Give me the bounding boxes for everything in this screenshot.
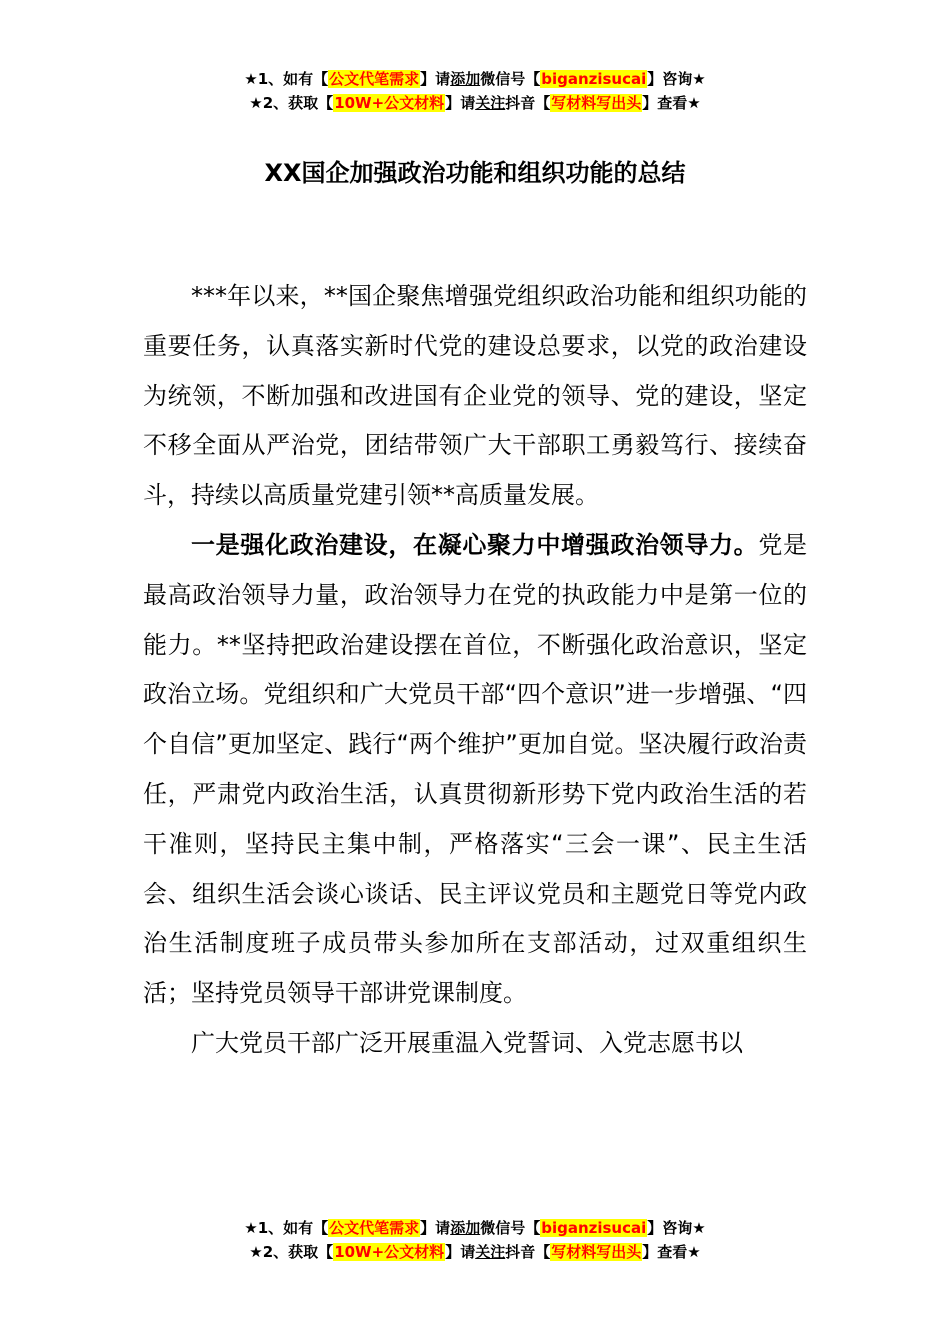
banner-highlight: 写材料写出头 (551, 1243, 642, 1261)
banner-highlight: biganzisucai (541, 70, 647, 88)
banner-highlight: 写材料写出头 (551, 94, 642, 112)
paragraph-intro: ***年以来，**国企聚焦增强党组织政治功能和组织功能的重要任务，认真落实新时代党的建设总要求，以党的政治建设为统领，不断加强和改进国有企业党的领导、党的建设，坚定不移全面从严治党，团结带领广大干部职工勇毅笃行、接续奋斗，持续以高质量党建引领**高质量发展。 (143, 282, 807, 510)
banner-line-1 (0, 1216, 950, 1240)
paragraph-continued: 广大党员干部广泛开展重温入党誓词、入党志愿书以 (191, 1028, 743, 1057)
banner-line-2 (0, 91, 950, 115)
banner-text: ★1、如有【 (244, 1219, 329, 1237)
banner-highlight: 10W+公文材料 (334, 1243, 445, 1261)
banner-underline: 关注 (475, 1243, 506, 1261)
banner-text: 】请 (445, 1243, 476, 1261)
banner-text: 】请 (420, 1219, 451, 1237)
paragraph-political-building (143, 521, 807, 1019)
banner-highlight: 公文代笔需求 (329, 1219, 420, 1237)
header-banner (0, 67, 950, 115)
footer-banner (0, 1216, 950, 1264)
banner-text: 】查看★ (642, 1243, 701, 1261)
banner-line-2 (0, 1240, 950, 1264)
banner-underline: 添加 (450, 70, 481, 88)
banner-highlight: 10W+公文材料 (334, 94, 445, 112)
banner-underline: 关注 (475, 94, 506, 112)
banner-text: 】请 (445, 94, 476, 112)
banner-text: ★1、如有【 (244, 70, 329, 88)
banner-text: 】请 (420, 70, 451, 88)
document-body (143, 272, 807, 1069)
banner-text: ★2、获取【 (249, 1243, 334, 1261)
banner-text: 抖音【 (505, 1243, 551, 1261)
banner-text: 】咨询★ (647, 70, 706, 88)
document-title: XX国企加强政治功能和组织功能的总结 (264, 159, 686, 187)
banner-text: 微信号【 (480, 70, 541, 88)
section-body: 党是最高政治领导力量，政治领导力在党的执政能力中是第一位的能力。**坚持把政治建设摆在首位，不断强化政治意识，坚定政治立场。党组织和广大党员干部“四个意识”进一步增强、“四个自信”更加坚定、践行“两个维护”更加自觉。坚决履行政治责任，严肃党内政治生活，认真贯彻新形势下党内政治生活的若干准则，坚持民主集中制，严格落实“三会一课”、民主生活会、组织生活会谈心谈话、民主评议党员和主题党日等党内政治生活制度班子成员带头参加所在支部活动，过双重组织生活；坚持党员领导干部讲党课制度。 (143, 530, 808, 1008)
banner-highlight: 公文代笔需求 (329, 70, 420, 88)
banner-line-1 (0, 67, 950, 91)
banner-text: 抖音【 (505, 94, 551, 112)
banner-highlight: biganzisucai (541, 1219, 647, 1237)
banner-text: 】查看★ (642, 94, 701, 112)
banner-text: 】咨询★ (647, 1219, 706, 1237)
section-heading: 一是强化政治建设，在凝心聚力中增强政治领导力。 (191, 530, 759, 559)
banner-underline: 添加 (450, 1219, 481, 1237)
banner-text: 微信号【 (480, 1219, 541, 1237)
banner-text: ★2、获取【 (249, 94, 334, 112)
